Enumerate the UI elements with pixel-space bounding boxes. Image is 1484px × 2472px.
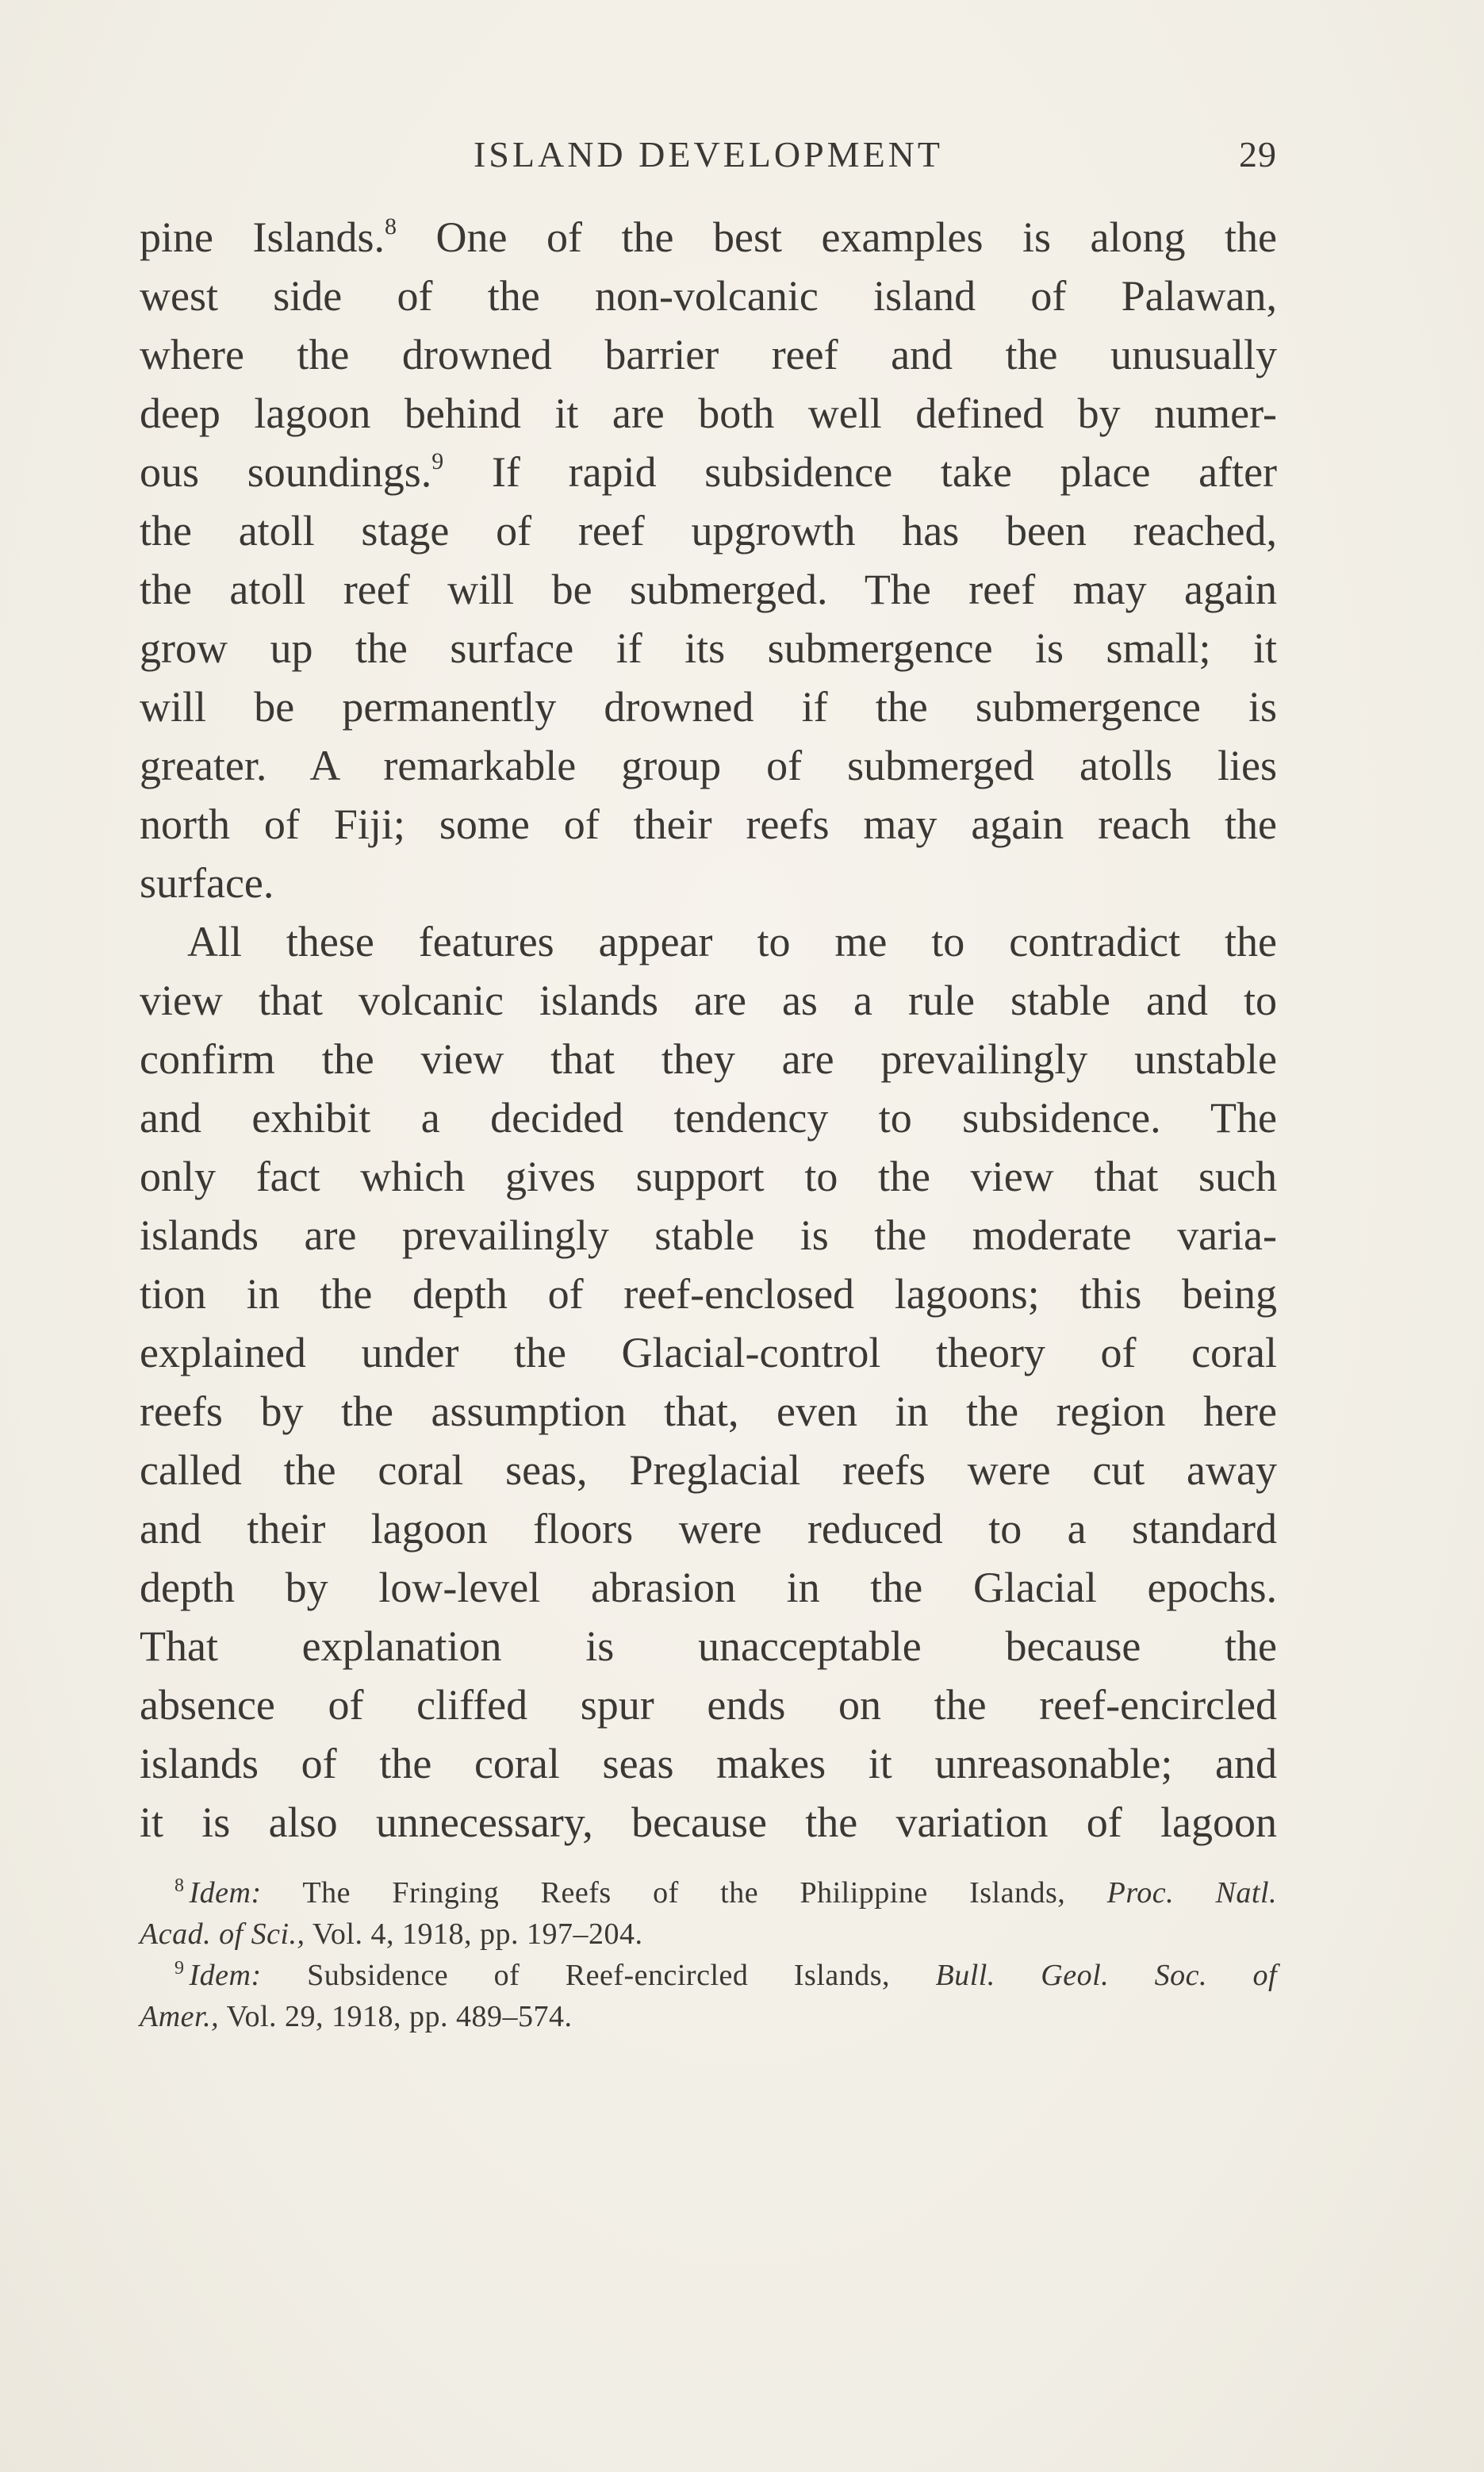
text-line: surface. [140, 859, 274, 907]
text-segment: pine Islands. [140, 213, 385, 261]
footnote-ref-8: 8 [384, 213, 397, 240]
text-line: and their lagoon floors were reduced to a standard [140, 1505, 1277, 1553]
footnote-8-line-2 [140, 1913, 1277, 1955]
text-line: where the drowned barrier reef and the unusually [140, 331, 1277, 378]
text-line: north of Fiji; some of their reefs may again reach the [140, 800, 1277, 848]
footnote-journal: Bull. Geol. Soc. of [935, 1959, 1278, 1992]
text-line: west side of the non-volcanic island of Palawan, [140, 272, 1277, 320]
text-line: tion in the depth of reef-enclosed lagoons; this being [140, 1270, 1277, 1318]
text-line: reefs by the assumption that, even in the region here [140, 1388, 1277, 1435]
footnote-ref-9: 9 [431, 448, 444, 474]
footnote-details: Vol. 4, 1918, pp. 197–204. [312, 1917, 643, 1951]
body-text [140, 208, 1277, 1852]
footnote-9-line-2 [140, 1996, 1277, 2037]
text-segment: If rapid subsidence take place after [491, 448, 1278, 496]
footnote-author: Idem: [189, 1876, 262, 1910]
text-line: All these features appear to me to contradict the [187, 918, 1277, 965]
text-line: the atoll stage of reef upgrowth has been reached, [140, 507, 1277, 555]
text-line: islands of the coral seas makes it unreasonable; and [140, 1740, 1277, 1787]
footnote-mark: 8 [174, 1875, 185, 1896]
text-line: and exhibit a decided tendency to subsidence. The [140, 1094, 1277, 1142]
text-line: will be permanently drowned if the submergence is [140, 683, 1277, 731]
text-line: depth by low-level abrasion in the Glacial epochs. [140, 1564, 1277, 1611]
footnotes [140, 1872, 1277, 2037]
text-line: the atoll reef will be submerged. The reef may again [140, 566, 1277, 613]
text-line: it is also unnecessary, because the variation of lagoon [140, 1798, 1277, 1846]
footnote-title: The Fringing Reefs of the Philippine Islands, [302, 1876, 1066, 1910]
text-line [140, 208, 1277, 267]
running-head [140, 133, 1277, 189]
text-line: explained under the Glacial-control theory of coral [140, 1329, 1277, 1376]
text-line: islands are prevailingly stable is the moderate varia- [140, 1211, 1277, 1259]
text-line: grow up the surface if its submergence is small; it [140, 624, 1277, 672]
text-line: confirm the view that they are prevailingly unstable [140, 1035, 1277, 1083]
footnote-author: Idem: [189, 1959, 262, 1992]
text-line: That explanation is unacceptable because the [140, 1622, 1277, 1670]
text-line: called the coral seas, Preglacial reefs were cut away [140, 1446, 1277, 1494]
footnote-journal: Acad. of Sci., [140, 1917, 305, 1951]
footnote-title: Subsidence of Reef-encircled Islands, [307, 1959, 891, 1992]
page-number: 29 [1239, 134, 1277, 175]
text-segment: One of the best examples is along the [435, 213, 1277, 261]
footnote-journal: Amer., [140, 2000, 220, 2033]
text-segment: ous soundings. [140, 448, 432, 496]
text-line: deep lagoon behind it are both well defined by numer- [140, 390, 1277, 437]
text-line: only fact which gives support to the view that such [140, 1153, 1277, 1200]
text-line: absence of cliffed spur ends on the reef-encircled [140, 1681, 1277, 1729]
text-line [140, 443, 1277, 501]
footnote-journal: Proc. Natl. [1106, 1876, 1277, 1910]
footnote-8-line-1 [140, 1872, 1277, 1913]
running-title: ISLAND DEVELOPMENT [473, 134, 943, 175]
footnote-9-line-1 [140, 1955, 1277, 1996]
footnote-details: Vol. 29, 1918, pp. 489–574. [226, 2000, 573, 2033]
footnote-mark: 9 [174, 1958, 185, 1979]
text-line: greater. A remarkable group of submerged atolls lies [140, 742, 1277, 789]
text-line: view that volcanic islands are as a rule stable and to [140, 977, 1277, 1024]
